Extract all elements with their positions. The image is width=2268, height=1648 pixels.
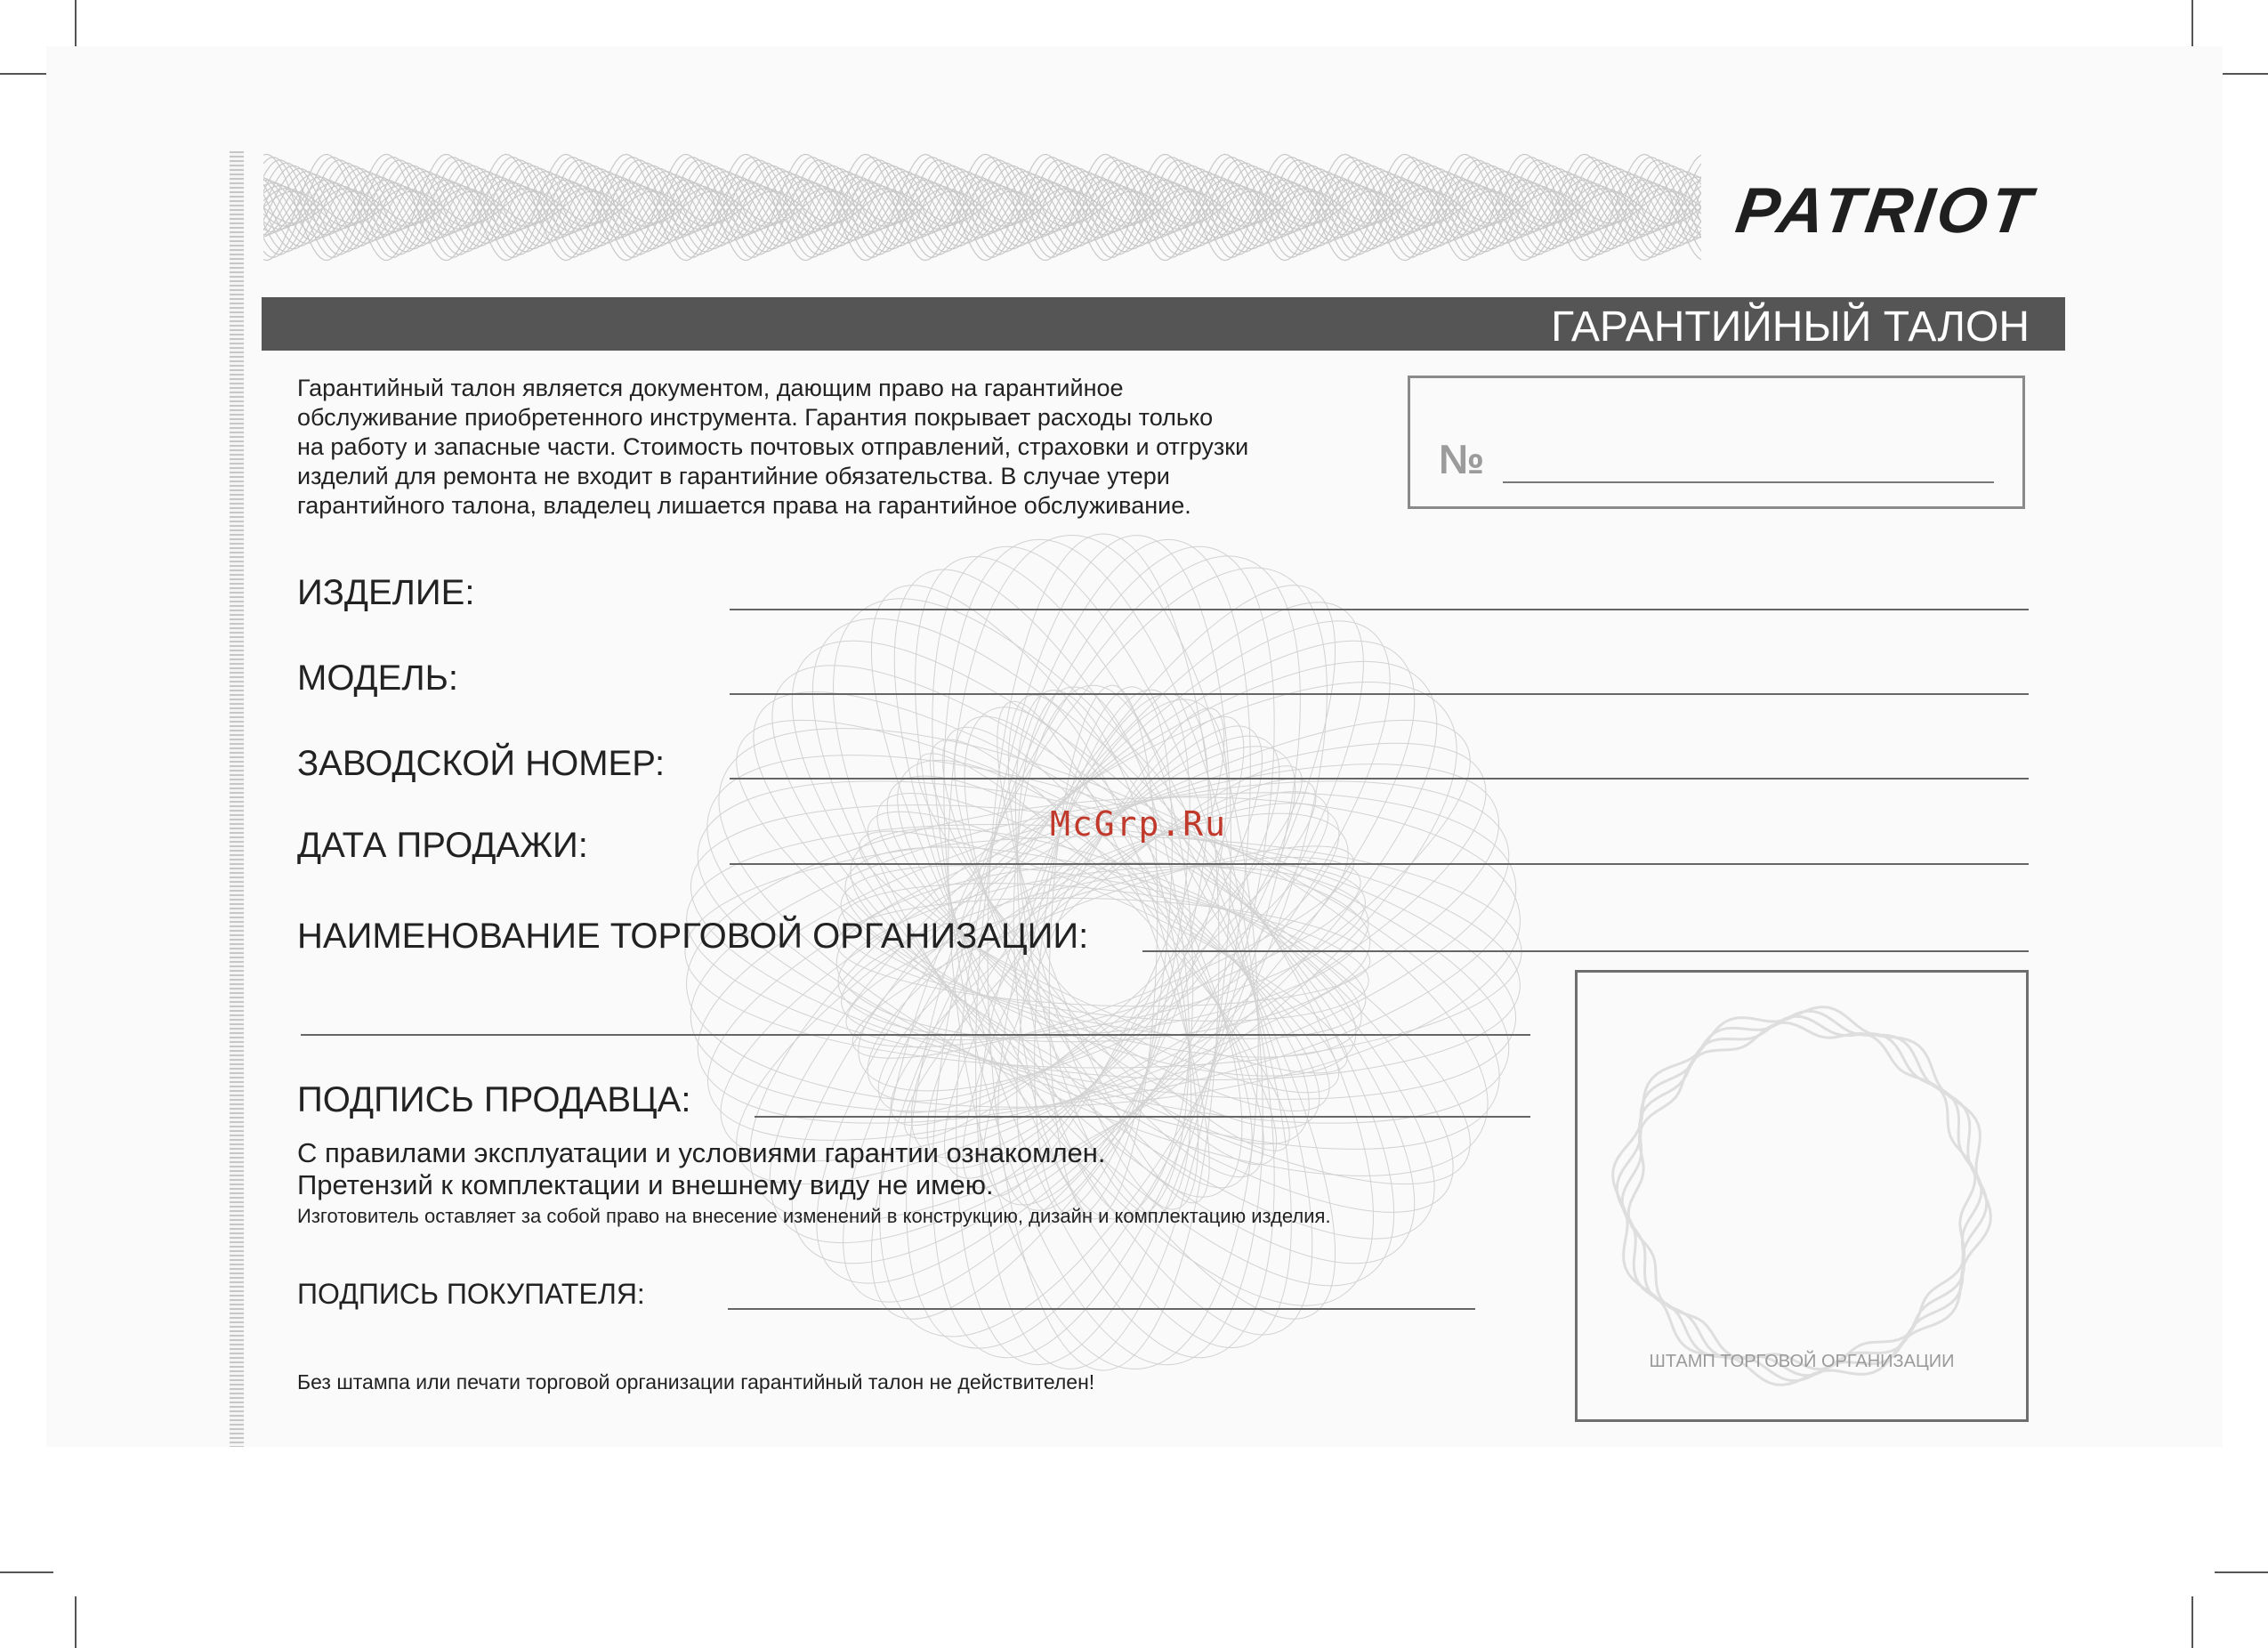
sale-date-label: ДАТА ПРОДАЖИ: [297,826,588,865]
intro-line: обслуживание приобретенного инструмента. Гарантия покрывает расходы только [297,404,1214,431]
patriot-logo: PATRIOT [1731,175,2038,246]
serial-number-label: ЗАВОДСКОЙ НОМЕР: [297,744,666,783]
card-number-box [1408,376,2025,509]
product-field[interactable] [730,609,2029,610]
crop-mark [0,1571,53,1573]
acknowledgement-line-2: Претензий к комплектации и внешнему виду не имею. [297,1169,994,1200]
seller-signature-field[interactable] [755,1116,1530,1118]
trade-org-field-continued[interactable] [301,1034,1530,1036]
trade-org-field[interactable] [1142,950,2029,952]
stamp-label: ШТАМП ТОРГОВОЙ ОРГАНИЗАЦИИ [1649,1352,1955,1371]
stamp-warning: Без штампа или печати торговой организации гарантийный талон не действителен! [297,1370,1095,1394]
intro-line: изделий для ремонта не входит в гарантийние обязательства. В случае утери [297,463,1170,489]
manufacturer-note: Изготовитель оставляет за собой право на внесение изменений в конструкцию, дизайн и комплектацию изделия. [297,1205,1331,1227]
guilloche-band [263,141,1701,274]
number-sign: № [1439,436,1485,482]
acknowledgement-line-1: С правилами эксплуатации и условиями гарантии ознакомлен. [297,1137,1106,1168]
seller-signature-label: ПОДПИСЬ ПРОДАВЦА: [297,1080,691,1119]
card-number-field[interactable] [1503,481,1994,483]
sale-date-field[interactable] [730,863,2029,865]
security-microtext-strip [230,151,244,1447]
intro-line: Гарантийный талон является документом, дающим право на гарантийное [297,375,1124,401]
crop-mark [2215,73,2268,75]
intro-line: гарантийного талона, владелец лишается права на гарантийное обслуживание. [297,492,1191,519]
crop-mark [2191,0,2193,52]
model-label: МОДЕЛЬ: [297,658,458,698]
crop-mark [0,73,53,75]
stamp-area [1575,970,2029,1422]
intro-line: на работу и запасные части. Стоимость почтовых отправлений, страховки и отгрузки [297,433,1249,460]
serial-number-field[interactable] [730,778,2029,780]
trade-org-label: НАИМЕНОВАНИЕ ТОРГОВОЙ ОРГАНИЗАЦИИ: [297,917,1089,956]
crop-mark [75,1596,77,1648]
crop-mark [75,0,77,52]
site-watermark: McGrp.Ru [1050,804,1228,844]
buyer-signature-field[interactable] [728,1308,1475,1310]
product-label: ИЗДЕЛИЕ: [297,573,475,612]
crop-mark [2191,1596,2193,1648]
buyer-signature-label: ПОДПИСЬ ПОКУПАТЕЛЯ: [297,1278,645,1310]
title-bar [262,297,2065,351]
page-title: ГАРАНТИЙНЫЙ ТАЛОН [1551,303,2030,351]
intro-paragraph [297,374,1400,521]
model-field[interactable] [730,693,2029,695]
crop-mark [2215,1571,2268,1573]
